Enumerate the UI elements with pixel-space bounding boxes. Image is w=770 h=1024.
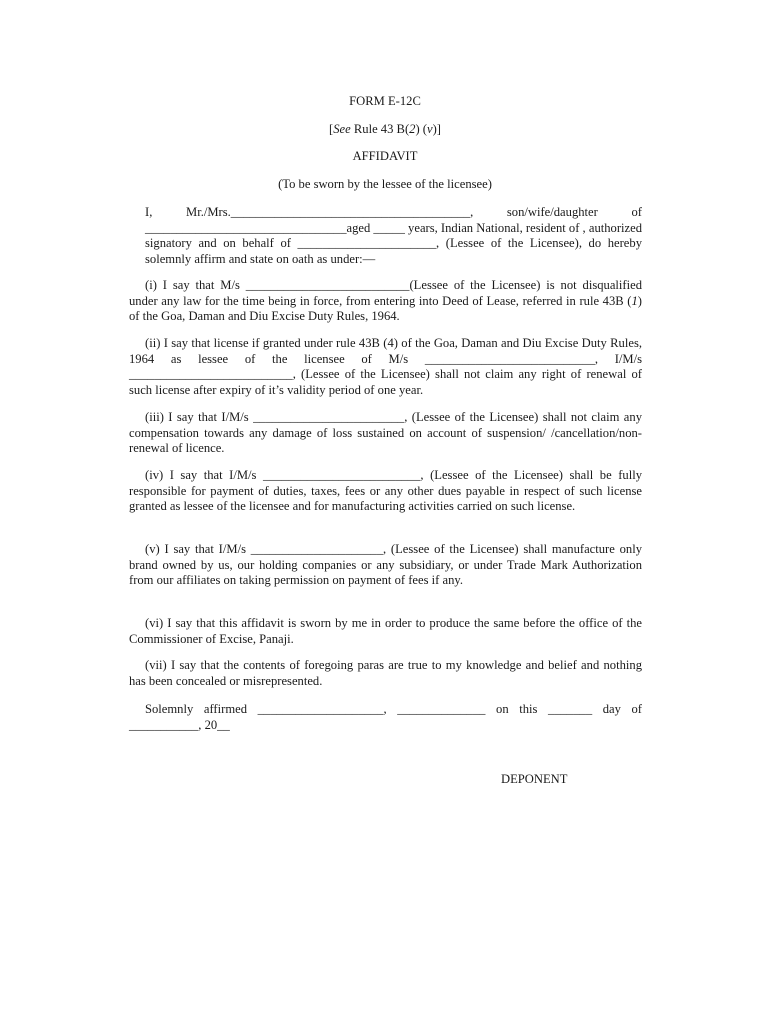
paragraph-iii: (iii) I say that I/M/s ________________________, (Lessee of the Licensee) shall not claim any compensation towards any damage of loss sustained on account of suspension/ /cancellation/non-renewal of licence. <box>129 410 642 456</box>
paragraph-i-rule-number: 1 <box>631 293 638 308</box>
paragraph-vii: (vii) I say that the contents of foregoing paras are true to my knowledge and belief and nothing has been concealed or misrepresented. <box>129 658 642 688</box>
rule-text-1: Rule 43 B( <box>350 122 410 136</box>
sworn-note: (To be sworn by the lessee of the licensee) <box>278 177 492 191</box>
rule-number: 2 <box>409 122 416 136</box>
paragraph-iv: (iv) I say that I/M/s _________________________, (Lessee of the Licensee) shall be fully responsible for payment of duties, taxes, fees or any other dues payable in respect of such license granted as lessee of the licensee and for manufacturing activities carried on such license. <box>129 468 642 514</box>
paragraph-v: (v) I say that I/M/s _____________________, (Lessee of the Licensee) shall manufacture only brand owned by us, our holding companies or any subsidiary, or under Trade Mark Authorization from our affiliates on taking permission on payment of fees if any. <box>129 542 642 588</box>
affidavit-heading: AFFIDAVIT <box>352 149 418 163</box>
paragraph-vi: (vi) I say that this affidavit is sworn by me in order to produce the same before the office of the Commissioner of Excise, Panaji. <box>129 616 642 646</box>
form-title: FORM E-12C <box>349 94 421 108</box>
rule-roman: v <box>426 122 433 136</box>
rule-text-2: ) ( <box>415 122 427 136</box>
paragraph-i-text-before: (i) I say that M/s __________________________(Lessee of the Licensee) is not disqualified under any law for the time being in force, from entering into Deed of Lease, referred in rule 43B ( <box>129 278 642 308</box>
deponent-label: DEPONENT <box>501 772 568 786</box>
paragraph-i <box>129 278 642 325</box>
rule-reference <box>0 122 770 138</box>
paragraph-i-text-after: ) of the Goa, Daman and Diu Excise Duty Rules, 1964. <box>129 293 642 324</box>
paragraph-ii: (ii) I say that license if granted under rule 43B (4) of the Goa, Daman and Diu Excise Duty Rules, 1964 as lessee of the licensee of M/s ___________________________, I/M/s __________________________, (Lessee of the Licensee) shall not claim any right of renewal of such license after expiry of it’s validity period of one year. <box>129 336 642 397</box>
rule-close-bracket: )] <box>432 122 441 136</box>
intro-paragraph: I, Mr./Mrs.______________________________________, son/wife/daughter of ________________________________aged _____ years, Indian National, resident of , authorized signatory and on behalf of ______________________, (Lessee of the Licensee), do hereby solemnly affirm and state on oath as under:— <box>145 205 643 266</box>
solemn-affirmation: Solemnly affirmed ____________________, ______________ on this _______ day of ___________, 20__ <box>129 702 642 732</box>
rule-open-bracket: [ <box>329 122 334 136</box>
rule-see-word: See <box>333 122 351 136</box>
